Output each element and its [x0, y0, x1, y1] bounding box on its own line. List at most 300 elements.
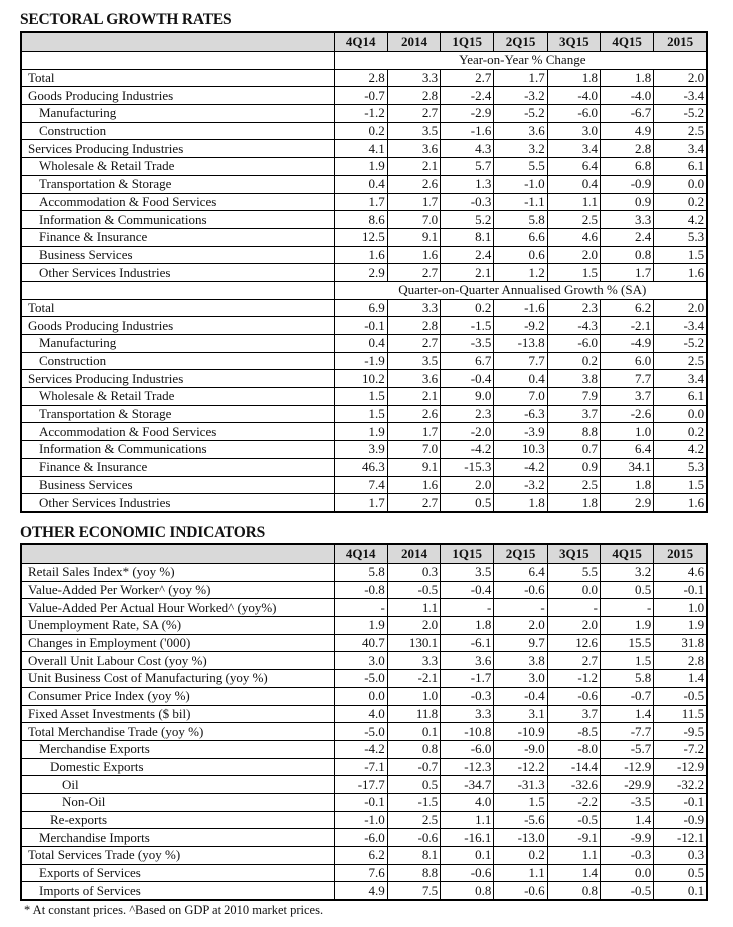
cell-value: 1.8 [547, 494, 600, 512]
cell-value: -0.3 [441, 687, 494, 705]
table-row [21, 388, 707, 406]
row-label: Changes in Employment ('000) [21, 634, 334, 652]
cell-value: 5.3 [654, 228, 707, 246]
cell-value: 0.8 [547, 882, 600, 900]
cell-value: 8.8 [387, 864, 440, 882]
subheader-blank [21, 52, 334, 70]
cell-value: -4.0 [547, 87, 600, 105]
sectoral-growth-title: SECTORAL GROWTH RATES [20, 11, 232, 28]
cell-value: 0.9 [600, 193, 653, 211]
cell-value: -0.7 [600, 687, 653, 705]
cell-value: 0.5 [441, 494, 494, 512]
row-label: Total [21, 69, 334, 87]
cell-value: -9.0 [494, 740, 547, 758]
cell-value: 1.7 [334, 193, 387, 211]
column-header-1q15: 1Q15 [441, 544, 494, 564]
table-row [21, 193, 707, 211]
table-row [21, 458, 707, 476]
cell-value: 1.1 [547, 193, 600, 211]
column-header-4q14: 4Q14 [334, 32, 387, 52]
table-row [21, 617, 707, 635]
cell-value: - [600, 599, 653, 617]
cell-value: -0.4 [441, 370, 494, 388]
cell-value: 3.9 [334, 441, 387, 459]
cell-value: -10.9 [494, 723, 547, 741]
column-header-3q15: 3Q15 [547, 544, 600, 564]
column-header-2q15: 2Q15 [494, 544, 547, 564]
row-label: Oil [21, 776, 334, 794]
cell-value: -9.9 [600, 829, 653, 847]
cell-value: -0.4 [441, 581, 494, 599]
row-label: Goods Producing Industries [21, 87, 334, 105]
cell-value: 2.8 [387, 317, 440, 335]
cell-value: 1.5 [494, 793, 547, 811]
cell-value: 0.2 [334, 122, 387, 140]
cell-value: -6.7 [600, 105, 653, 123]
cell-value: 4.6 [654, 564, 707, 582]
cell-value: -5.2 [654, 335, 707, 353]
cell-value: -0.5 [600, 882, 653, 900]
cell-value: 1.8 [441, 617, 494, 635]
cell-value: 6.7 [441, 352, 494, 370]
row-label: Services Producing Industries [21, 140, 334, 158]
row-label: Retail Sales Index* (yoy %) [21, 564, 334, 582]
cell-value: 3.6 [441, 652, 494, 670]
cell-value: -1.0 [494, 175, 547, 193]
cell-value: 1.0 [600, 423, 653, 441]
cell-value: 46.3 [334, 458, 387, 476]
row-label: Services Producing Industries [21, 370, 334, 388]
cell-value: 0.5 [600, 581, 653, 599]
cell-value: 0.4 [547, 175, 600, 193]
table-row [21, 299, 707, 317]
cell-value: 6.8 [600, 158, 653, 176]
cell-value: -0.8 [334, 581, 387, 599]
cell-value: -4.2 [494, 458, 547, 476]
row-label: Accommodation & Food Services [21, 193, 334, 211]
cell-value: 2.7 [387, 105, 440, 123]
cell-value: 4.2 [654, 441, 707, 459]
cell-value: -0.6 [547, 687, 600, 705]
cell-value: -0.5 [654, 687, 707, 705]
row-label: Wholesale & Retail Trade [21, 158, 334, 176]
cell-value: -2.6 [600, 405, 653, 423]
cell-value: -1.2 [547, 670, 600, 688]
column-header-2q15: 2Q15 [494, 32, 547, 52]
cell-value: 2.0 [654, 299, 707, 317]
table-row [21, 423, 707, 441]
cell-value: -8.5 [547, 723, 600, 741]
table-row [21, 405, 707, 423]
cell-value: 1.4 [654, 670, 707, 688]
row-label: Value-Added Per Actual Hour Worked^ (yoy%) [21, 599, 334, 617]
cell-value: 1.5 [654, 476, 707, 494]
row-label: Merchandise Exports [21, 740, 334, 758]
cell-value: 2.8 [334, 69, 387, 87]
cell-value: 9.1 [387, 458, 440, 476]
column-header-4q14: 4Q14 [334, 544, 387, 564]
column-header-2014: 2014 [387, 544, 440, 564]
header-blank [21, 32, 334, 52]
cell-value: 3.7 [547, 405, 600, 423]
cell-value: -1.6 [441, 122, 494, 140]
column-header-4q15: 4Q15 [600, 544, 653, 564]
cell-value: -9.2 [494, 317, 547, 335]
cell-value: -7.1 [334, 758, 387, 776]
cell-value: 1.6 [334, 246, 387, 264]
cell-value: -5.2 [654, 105, 707, 123]
cell-value: 0.6 [494, 246, 547, 264]
cell-value: 1.4 [600, 705, 653, 723]
cell-value: 0.5 [654, 864, 707, 882]
cell-value: -12.9 [600, 758, 653, 776]
cell-value: 2.0 [654, 69, 707, 87]
cell-value: 2.5 [654, 352, 707, 370]
cell-value: 1.9 [334, 423, 387, 441]
cell-value: -3.4 [654, 317, 707, 335]
cell-value: 3.5 [387, 352, 440, 370]
cell-value: -1.5 [387, 793, 440, 811]
cell-value: -4.0 [600, 87, 653, 105]
subheader-row [21, 52, 707, 70]
header-blank [21, 544, 334, 564]
cell-value: 0.2 [494, 847, 547, 865]
cell-value: -2.2 [547, 793, 600, 811]
cell-value: 2.0 [387, 617, 440, 635]
cell-value: 4.0 [441, 793, 494, 811]
cell-value: 4.3 [441, 140, 494, 158]
cell-value: - [494, 599, 547, 617]
cell-value: -4.3 [547, 317, 600, 335]
table-row [21, 599, 707, 617]
cell-value: 1.8 [547, 69, 600, 87]
cell-value: 1.0 [387, 687, 440, 705]
cell-value: 1.1 [441, 811, 494, 829]
cell-value: 8.1 [387, 847, 440, 865]
table-row [21, 740, 707, 758]
cell-value: -32.2 [654, 776, 707, 794]
cell-value: -0.6 [441, 864, 494, 882]
row-label: Overall Unit Labour Cost (yoy %) [21, 652, 334, 670]
cell-value: -6.0 [547, 105, 600, 123]
table-row [21, 864, 707, 882]
cell-value: 0.8 [441, 882, 494, 900]
cell-value: -1.9 [334, 352, 387, 370]
row-label: Total Services Trade (yoy %) [21, 847, 334, 865]
cell-value: 3.8 [547, 370, 600, 388]
cell-value: 1.9 [334, 617, 387, 635]
cell-value: 0.2 [654, 193, 707, 211]
cell-value: -2.0 [441, 423, 494, 441]
cell-value: -6.0 [547, 335, 600, 353]
cell-value: 0.1 [654, 882, 707, 900]
cell-value: 3.6 [387, 140, 440, 158]
cell-value: 5.5 [494, 158, 547, 176]
header-row [21, 544, 707, 564]
cell-value: 2.8 [600, 140, 653, 158]
cell-value: 3.8 [494, 652, 547, 670]
cell-value: -5.0 [334, 670, 387, 688]
cell-value: -0.7 [334, 87, 387, 105]
cell-value: 7.0 [494, 388, 547, 406]
row-label: Finance & Insurance [21, 228, 334, 246]
cell-value: 1.7 [600, 264, 653, 282]
cell-value: 8.8 [547, 423, 600, 441]
column-header-3q15: 3Q15 [547, 32, 600, 52]
row-label: Non-Oil [21, 793, 334, 811]
cell-value: 7.4 [334, 476, 387, 494]
cell-value: 3.3 [387, 652, 440, 670]
table-row [21, 335, 707, 353]
cell-value: 6.6 [494, 228, 547, 246]
row-label: Exports of Services [21, 864, 334, 882]
cell-value: 5.8 [494, 211, 547, 229]
cell-value: 5.8 [600, 670, 653, 688]
table-row [21, 564, 707, 582]
cell-value: -16.1 [441, 829, 494, 847]
cell-value: 5.2 [441, 211, 494, 229]
cell-value: 1.5 [547, 264, 600, 282]
header-row [21, 32, 707, 52]
cell-value: -0.1 [654, 793, 707, 811]
cell-value: -0.1 [334, 317, 387, 335]
table-row [21, 652, 707, 670]
cell-value: -0.9 [600, 175, 653, 193]
table-row [21, 581, 707, 599]
cell-value: -0.4 [494, 687, 547, 705]
row-label: Information & Communications [21, 441, 334, 459]
cell-value: -31.3 [494, 776, 547, 794]
row-label: Transportation & Storage [21, 175, 334, 193]
cell-value: -4.2 [334, 740, 387, 758]
cell-value: 1.5 [600, 652, 653, 670]
cell-value: 1.6 [387, 476, 440, 494]
cell-value: 3.7 [600, 388, 653, 406]
row-label: Construction [21, 352, 334, 370]
cell-value: 10.2 [334, 370, 387, 388]
cell-value: -17.7 [334, 776, 387, 794]
row-label: Unit Business Cost of Manufacturing (yoy %) [21, 670, 334, 688]
cell-value: -4.2 [441, 441, 494, 459]
cell-value: -4.9 [600, 335, 653, 353]
row-label: Re-exports [21, 811, 334, 829]
cell-value: -5.0 [334, 723, 387, 741]
row-label: Construction [21, 122, 334, 140]
cell-value: 2.1 [441, 264, 494, 282]
cell-value: 3.2 [494, 140, 547, 158]
cell-value: 0.2 [654, 423, 707, 441]
cell-value: 1.3 [441, 175, 494, 193]
cell-value: -6.1 [441, 634, 494, 652]
column-header-2015: 2015 [654, 32, 707, 52]
cell-value: -1.5 [441, 317, 494, 335]
cell-value: 0.2 [441, 299, 494, 317]
table-row [21, 211, 707, 229]
cell-value: 2.7 [547, 652, 600, 670]
cell-value: 6.2 [334, 847, 387, 865]
cell-value: 0.1 [441, 847, 494, 865]
cell-value: -12.1 [654, 829, 707, 847]
cell-value: 3.1 [494, 705, 547, 723]
cell-value: 9.7 [494, 634, 547, 652]
row-label: Manufacturing [21, 105, 334, 123]
cell-value: 1.9 [334, 158, 387, 176]
row-label: Business Services [21, 246, 334, 264]
cell-value: -12.9 [654, 758, 707, 776]
cell-value: -0.6 [387, 829, 440, 847]
cell-value: 8.6 [334, 211, 387, 229]
cell-value: 1.6 [654, 494, 707, 512]
cell-value: 6.1 [654, 158, 707, 176]
row-label: Total [21, 299, 334, 317]
cell-value: 1.2 [494, 264, 547, 282]
cell-value: 2.1 [387, 388, 440, 406]
table-row [21, 793, 707, 811]
cell-value: 0.8 [600, 246, 653, 264]
cell-value: -12.3 [441, 758, 494, 776]
cell-value: 7.7 [600, 370, 653, 388]
cell-value: -5.7 [600, 740, 653, 758]
row-label: Merchandise Imports [21, 829, 334, 847]
cell-value: 4.2 [654, 211, 707, 229]
column-header-1q15: 1Q15 [441, 32, 494, 52]
cell-value: 9.1 [387, 228, 440, 246]
cell-value: 2.5 [547, 211, 600, 229]
cell-value: -7.2 [654, 740, 707, 758]
cell-value: 0.0 [334, 687, 387, 705]
cell-value: 11.8 [387, 705, 440, 723]
cell-value: 2.4 [600, 228, 653, 246]
cell-value: 1.4 [600, 811, 653, 829]
cell-value: -2.9 [441, 105, 494, 123]
cell-value: -2.4 [441, 87, 494, 105]
table-row [21, 228, 707, 246]
subheader-blank [21, 281, 334, 299]
table-row [21, 158, 707, 176]
subheader-label: Year-on-Year % Change [334, 52, 707, 70]
cell-value: 2.0 [494, 617, 547, 635]
cell-value: 1.9 [600, 617, 653, 635]
cell-value: 1.4 [547, 864, 600, 882]
cell-value: -9.1 [547, 829, 600, 847]
cell-value: -7.7 [600, 723, 653, 741]
cell-value: -8.0 [547, 740, 600, 758]
cell-value: 0.9 [547, 458, 600, 476]
cell-value: - [334, 599, 387, 617]
column-header-2015: 2015 [654, 544, 707, 564]
row-label: Goods Producing Industries [21, 317, 334, 335]
cell-value: -14.4 [547, 758, 600, 776]
table-row [21, 882, 707, 900]
cell-value: 2.0 [441, 476, 494, 494]
cell-value: -6.0 [334, 829, 387, 847]
cell-value: 0.0 [654, 405, 707, 423]
cell-value: 3.3 [441, 705, 494, 723]
table-row [21, 370, 707, 388]
cell-value: 4.9 [334, 882, 387, 900]
cell-value: 0.0 [547, 581, 600, 599]
row-label: Total Merchandise Trade (yoy %) [21, 723, 334, 741]
cell-value: 2.4 [441, 246, 494, 264]
cell-value: 1.6 [387, 246, 440, 264]
cell-value: 34.1 [600, 458, 653, 476]
table-row [21, 705, 707, 723]
cell-value: 4.1 [334, 140, 387, 158]
cell-value: -0.3 [600, 847, 653, 865]
cell-value: 3.3 [387, 69, 440, 87]
table-row [21, 723, 707, 741]
cell-value: 7.9 [547, 388, 600, 406]
cell-value: -10.8 [441, 723, 494, 741]
cell-value: -9.5 [654, 723, 707, 741]
cell-value: 2.6 [387, 405, 440, 423]
cell-value: 7.5 [387, 882, 440, 900]
other-indicators-table [20, 543, 708, 901]
table-row [21, 847, 707, 865]
cell-value: 0.2 [547, 352, 600, 370]
table-row [21, 476, 707, 494]
subheader-label: Quarter-on-Quarter Annualised Growth % (SA) [334, 281, 707, 299]
cell-value: 11.5 [654, 705, 707, 723]
cell-value: 5.5 [547, 564, 600, 582]
cell-value: -29.9 [600, 776, 653, 794]
cell-value: 2.7 [441, 69, 494, 87]
cell-value: -0.6 [494, 882, 547, 900]
cell-value: 2.5 [387, 811, 440, 829]
cell-value: 5.8 [334, 564, 387, 582]
cell-value: 0.3 [387, 564, 440, 582]
cell-value: 1.9 [654, 617, 707, 635]
cell-value: - [441, 599, 494, 617]
cell-value: 0.3 [654, 847, 707, 865]
cell-value: 7.6 [334, 864, 387, 882]
cell-value: -6.3 [494, 405, 547, 423]
subheader-row [21, 281, 707, 299]
table-row [21, 69, 707, 87]
cell-value: 1.1 [387, 599, 440, 617]
cell-value: -3.5 [441, 335, 494, 353]
cell-value: 6.9 [334, 299, 387, 317]
cell-value: 1.7 [334, 494, 387, 512]
cell-value: -3.4 [654, 87, 707, 105]
cell-value: 0.8 [387, 740, 440, 758]
cell-value: 3.6 [494, 122, 547, 140]
cell-value: - [547, 599, 600, 617]
cell-value: 2.3 [441, 405, 494, 423]
cell-value: 6.2 [600, 299, 653, 317]
cell-value: -5.6 [494, 811, 547, 829]
cell-value: 5.3 [654, 458, 707, 476]
cell-value: 15.5 [600, 634, 653, 652]
cell-value: -1.1 [494, 193, 547, 211]
cell-value: 3.0 [547, 122, 600, 140]
cell-value: 8.1 [441, 228, 494, 246]
cell-value: 12.6 [547, 634, 600, 652]
cell-value: 12.5 [334, 228, 387, 246]
cell-value: 3.2 [600, 564, 653, 582]
table-row [21, 441, 707, 459]
cell-value: 2.8 [387, 87, 440, 105]
table-row [21, 829, 707, 847]
cell-value: 0.4 [494, 370, 547, 388]
cell-value: 1.7 [494, 69, 547, 87]
cell-value: -2.1 [387, 670, 440, 688]
cell-value: 3.4 [547, 140, 600, 158]
table-row [21, 352, 707, 370]
cell-value: 2.5 [547, 476, 600, 494]
row-label: Other Services Industries [21, 494, 334, 512]
sectoral-growth-table [20, 31, 708, 513]
